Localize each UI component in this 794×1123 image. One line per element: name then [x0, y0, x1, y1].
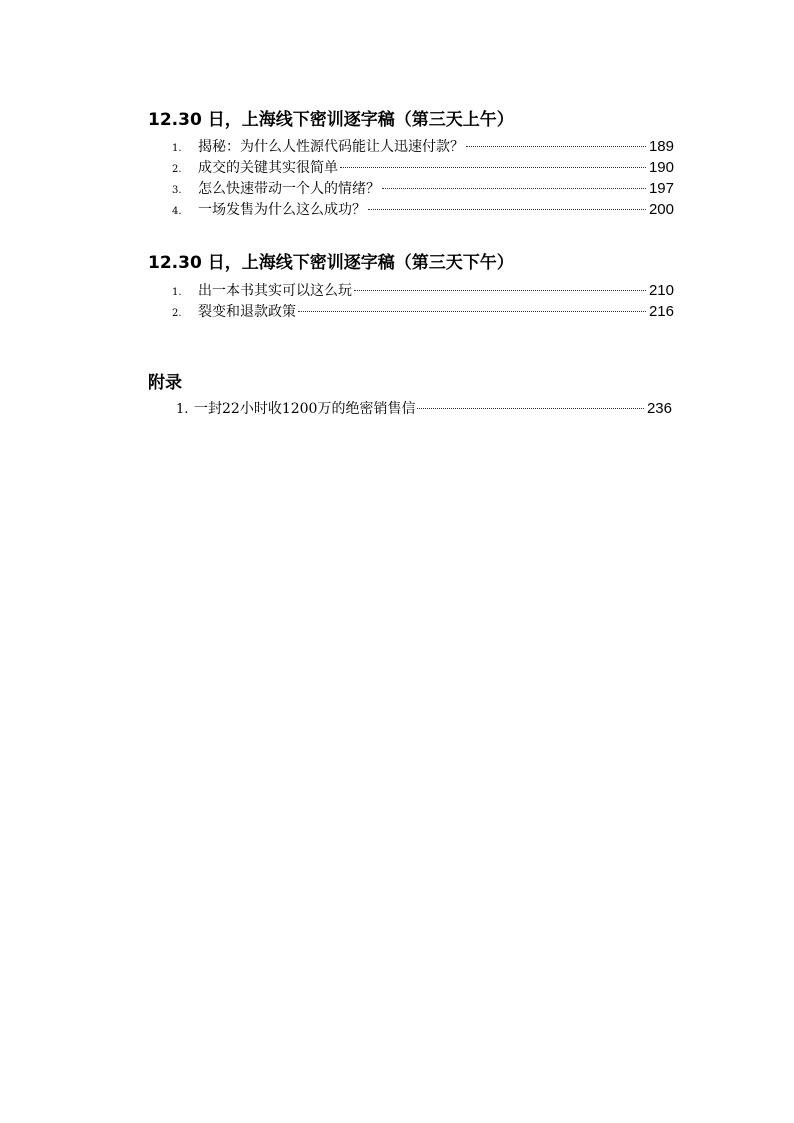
- toc-entry-number: 1.: [172, 143, 182, 154]
- toc-entry-title: 裂变和退款政策: [198, 304, 296, 320]
- toc-entry-title: 揭秘：为什么人性源代码能让人迅速付款？: [198, 139, 464, 155]
- section-title-day3-afternoon: 12.30 日，上海线下密训逐字稿（第三天下午）: [148, 253, 514, 273]
- toc-entry-page: 189: [648, 138, 674, 155]
- toc-entry[interactable]: [172, 280, 674, 301]
- toc-entry[interactable]: [172, 136, 674, 157]
- toc-list-day3-afternoon: [172, 280, 674, 322]
- dot-leader: [340, 166, 646, 168]
- toc-entry-number: 1.: [172, 287, 182, 298]
- toc-entry-title: 一封22小时收1200万的绝密销售信: [194, 401, 416, 417]
- dot-leader: [298, 310, 646, 312]
- toc-entry-number: 4.: [172, 206, 182, 217]
- toc-list-appendix: [176, 398, 672, 419]
- toc-entry-number: 3.: [172, 185, 182, 196]
- toc-entry-page: 236: [646, 400, 672, 417]
- section-title-day3-morning: 12.30 日，上海线下密训逐字稿（第三天上午）: [148, 110, 514, 130]
- toc-list-day3-morning: [172, 136, 674, 220]
- dot-leader: [382, 187, 646, 189]
- toc-entry-page: 216: [648, 303, 674, 320]
- toc-entry-title: 怎么快速带动一个人的情绪？: [198, 181, 380, 197]
- toc-entry-page: 190: [648, 159, 674, 176]
- toc-entry-number: 2.: [172, 308, 182, 319]
- toc-entry-title: 成交的关键其实很简单: [198, 160, 338, 176]
- toc-entry-page: 200: [648, 201, 674, 218]
- toc-entry-title: 一场发售为什么这么成功？: [198, 202, 366, 218]
- toc-entry[interactable]: [172, 178, 674, 199]
- dot-leader: [368, 208, 646, 210]
- dot-leader: [417, 407, 644, 409]
- toc-entry-number: 2.: [172, 164, 182, 175]
- toc-entry[interactable]: [172, 157, 674, 178]
- toc-entry[interactable]: [172, 199, 674, 220]
- dot-leader: [354, 289, 646, 291]
- toc-entry-page: 210: [648, 282, 674, 299]
- section-title-appendix: 附录: [148, 373, 182, 393]
- toc-entry-page: 197: [648, 180, 674, 197]
- toc-entry[interactable]: [176, 398, 672, 419]
- toc-entry[interactable]: [172, 301, 674, 322]
- toc-entry-number: 1.: [176, 402, 189, 417]
- dot-leader: [466, 145, 646, 147]
- toc-entry-title: 出一本书其实可以这么玩: [198, 283, 352, 299]
